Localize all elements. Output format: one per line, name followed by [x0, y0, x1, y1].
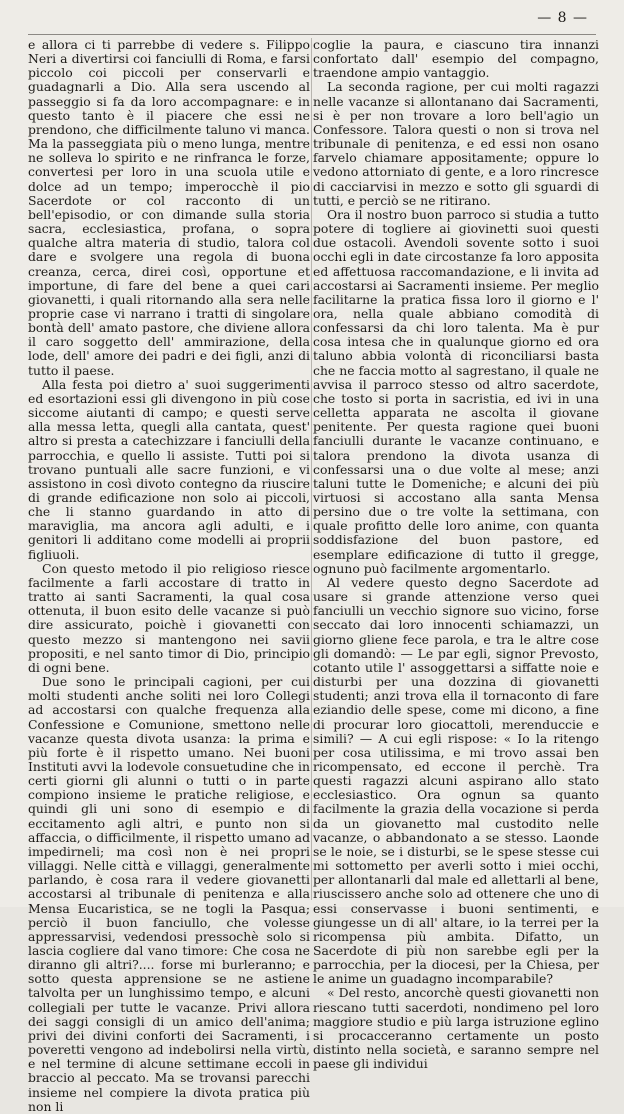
paragraph: Due sono le principali cagioni, per cui molti studenti anche soliti nei loro Collegi ad accostarsi con qualche frequenza alla Confessione e Comunione, smettono nelle vacanze questa divota usanza: la prima e più forte è il rispetto umano. Nei buoni Instituti avvi la lodevole consuetudine che in certi giorni gli alunni o tutti o in parte compiono insieme le pratiche religiose, e quindi gli uni sono di esempio e di eccitamento agli altri, e punto non si affaccia, o difficilmente, il rispetto umano ad impedirneli; ma così non è nei propri villaggi. Nelle città e villaggi, generalmente parlando, è cosa rara il vedere giovanetti accostarsi al tribunale di penitenza e alla Mensa Eucaristica, se ne togli la Pasqua; perciò il buon fanciullo, che volesse appressarvisi, vedendosi pressochè solo si lascia cogliere dal vano timore: Che cosa ne diranno gli altri?.... forse mi burleranno; e sotto questa apprensione se ne astiene talvolta per un lunghissimo tempo, e alcuni collegiali per tutte le vacanze. Privi allora dei saggi consigli di un amico dell'anima; privi dei divini conforti dei Sacramenti, i poveretti vengono ad indebolirsi nella virtù, e nel termine di alcune settimane eccoli in braccio al peccato. Ma se trovansi parecchi insieme nel compiere la divota pratica più non li	[28, 674, 310, 1114]
paragraph: e allora ci ti parrebbe di vedere s. Filippo Neri a divertirsi coi fanciulli di Roma, e farsi piccolo coi piccoli per conservarli e guadagnarli a Dio. Alla sera uscendo al passeggio si fa da loro accompagnare: e in questo tanto è il piacere che essi ne prendono, che difficilmente taluno vi manca. Ma la passeggiata più o meno lunga, mentre ne solleva lo spirito e ne rinfranca le forze, convertesi per loro in una scuola utile e dolce ad un tempo; imperocchè il pio Sacerdote or col racconto di un bell'episodio, or con dimande sulla storia sacra, ecclesiastica, profana, o sopra qualche altra materia di studio, talora col dare e svolgere una regola di buona creanza, cerca, direi così, opportune et importune, di fare del bene a quei cari giovanetti, i quali ritornando alla sera nelle proprie case vi narrano i tratti di singolare bontà dell' amato pastore, che diviene allora il caro soggetto dell' ammirazione, della lode, dell' amore dei padri e dei figli, anzi di tutto il paese.	[28, 37, 310, 378]
paragraph: Al vedere questo degno Sacerdote ad usare si grande attenzione verso quei fanciulli un vecchio signore suo vicino, forse seccato dai loro innocenti schiamazzi, un giorno gliene fece parola, e tra le altre cose gli domandò: — Le par egli, signor Prevosto, cotanto utile l' assoggettarsi a siffatte noie e disturbi per una dozzina di giovanetti studenti; anzi trova ella il tornaconto di fare eziandio delle spese, come mi dicono, a fine di procurar loro giocattoli, merenduccie e simili? — A cui egli rispose: « Io la ritengo per cosa utilissima, e mi trovo assai ben ricompensato, ed eccone il perchè. Tra questi ragazzi alcuni aspirano allo stato ecclesiastico. Ora ognun sa quanto facilmente la grazia della vocazione si perda da un giovanetto mal custodito nelle vacanze, o abbandonato a se stesso. Laonde se le noie, se i disturbi, se le spese stesse cui mi sottometto per averli sotto i miei occhi, per allontanarli dal male ed allettarli al bene, riuscissero anche solo ad ottenere che uno di essi conservasse i buoni sentimenti, e giungesse un di all' altare, io la terrei per la ricompensa più ambita. Difatto, un Sacerdote di più non sarebbe egli per la parrocchia, per la diocesi, per la Chiesa, per le anime un guadagno incomparabile?	[313, 574, 599, 987]
column-divider	[311, 38, 312, 900]
paragraph: coglie la paura, e ciascuno tira innanzi confortato dall' esempio del compagno, traendone ampio vantaggio.	[313, 37, 599, 81]
page-number: — 8 —	[537, 10, 588, 26]
paragraph: Con questo metodo il pio religioso riesce facilmente a farli accostare di tratto in tratto ai santi Sacramenti, la qual cosa ottenuta, il buon esito delle vacanze si può dire assicurato, poichè i giovanetti con questo mezzo si mantengono nei savii propositi, e nel santo timor di Dio, principio di ogni bene.	[28, 560, 310, 675]
left-column	[28, 37, 310, 1114]
paragraph: Alla festa poi dietro a' suoi suggerimenti ed esortazioni essi gli divengono in più cose siccome aiutanti di campo; e questi serve alla messa letta, quegli alla cantata, quest' altro si presta a catechizzare i fanciulli della parrocchia, e quello li assiste. Tutti poi si trovano puntuali alle sacre funzioni, e vi assistono in così divoto contegno da riuscire di grande edificazione non solo ai piccoli, che li stanno guardando in atto di maraviglia, ma ancora agli adulti, e i genitori li additano come modelli ai proprii figliuoli.	[28, 376, 310, 562]
header-rule	[28, 34, 596, 35]
right-column	[313, 37, 599, 1072]
paragraph: « Del resto, ancorchè questi giovanetti non riescano tutti sacerdoti, nondimeno pel loro maggiore studio e più larga istruzione eglino si procacceranno certamente un posto distinto nella società, e saranno sempre nel paese gli individui	[313, 985, 599, 1072]
page-header	[0, 10, 624, 26]
paragraph: La seconda ragione, per cui molti ragazzi nelle vacanze si allontanano dai Sacramenti, si è per non trovare a loro bell'agio un Confessore. Talora questi o non si trova nel tribunale di penitenza, e ed essi non osano farvelo chiamare appositamente; oppure lo vedono attorniato di gente, e a loro rincresce di cacciarvisi in mezzo e sotto gli sguardi di tutti, e perciò se ne ritirano.	[313, 79, 599, 208]
paragraph: Ora il nostro buon parroco si studia a tutto potere di togliere ai giovinetti suoi questi due ostacoli. Avendoli sovente sotto i suoi occhi egli in date circostanze fa loro apposita ed affettuosa raccomandazione, e li invita ad accostarsi ai Sacramenti insieme. Per meglio facilitarne la pratica fissa loro il giorno e l' ora, nella quale abbiano comodità di confessarsi da chi loro talenta. Ma è pur cosa intesa che in qualunque giorno ed ora taluno abbia volontà di riconciliarsi basta che ne faccia motto al sagrestano, il quale ne avvisa il parroco stesso od altro sacerdote, che tosto si porta in sacristia, ed ivi in una celletta apparata ne ascolta il giovane penitente. Per questa ragione quei buoni fanciulli durante le vacanze continuano, e talora prendono la divota usanza di confessarsi una o due volte al mese; anzi taluni tutte le Domeniche; e alcuni dei più virtuosi si accostano alla santa Mensa persino due o tre volte la settimana, con quale profitto delle loro anime, con quanta soddisfazione del buon pastore, ed esemplare edificazione di tutto il gregge, ognuno può facilmente argomentarlo.	[313, 206, 599, 576]
